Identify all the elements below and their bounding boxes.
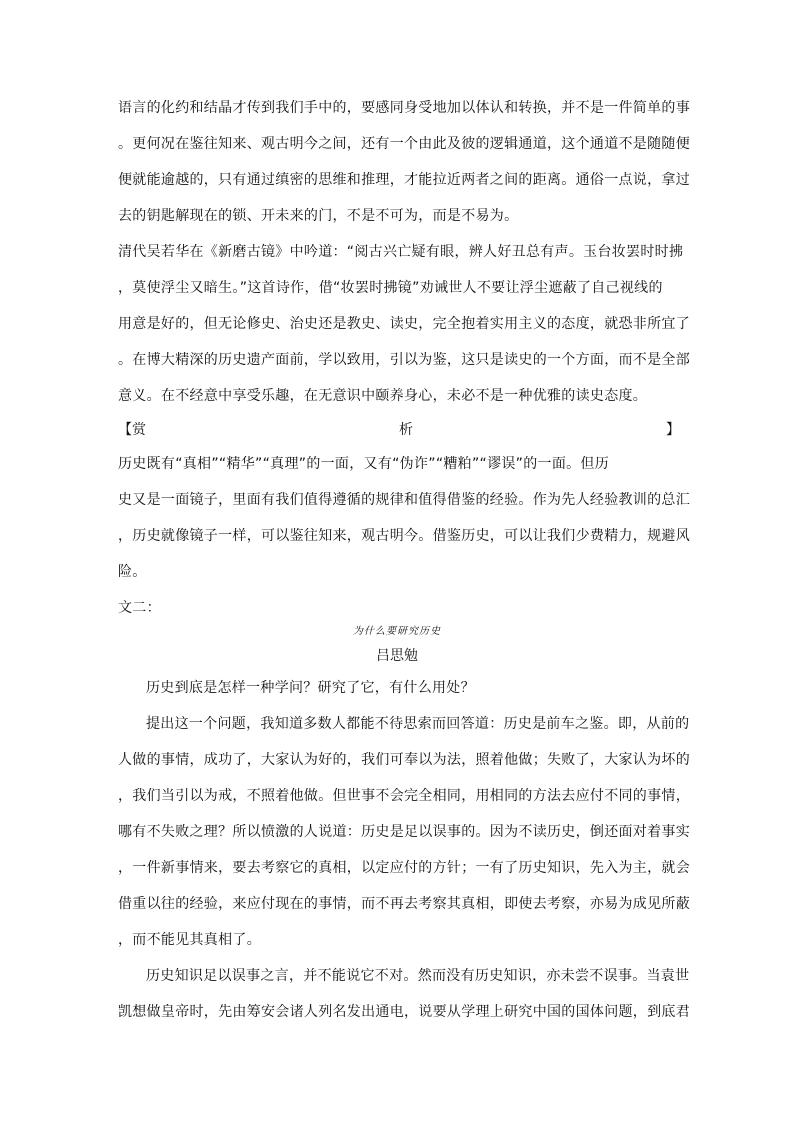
appreciation-line: 史又是一面镜子，里面有我们值得遵循的规律和值得借鉴的经验。作为先人经验教训的总汇 [118,492,690,508]
article-line: ，我们当引以为戒，不照着他做。但世事不会完全相同，用相同的方法去应付不同的事情， [118,788,690,804]
article-line: ，而不能见其真相了。 [118,932,261,948]
paragraph-line: 清代吴若华在《新磨古镜》中吟道：“阅古兴亡疑有眼，辨人好丑总有声。玉台妆罢时时拂 [118,244,684,260]
paragraph-line: 。更何况在鉴往知来、观古明今之间，还有一个由此及彼的逻辑通道，这个通道不是随随便 [118,136,690,152]
paragraph-line: 意义。在不经意中享受乐趣，在无意识中颐养身心，未必不是一种优雅的读史态度。 [118,388,648,404]
appreciation-line: 险。 [118,564,147,580]
article-line: 人做的事情，成功了，大家认为好的，我们可奉以为法，照着他做；失败了，大家认为坏的 [118,752,690,768]
appreciation-close: 】 [666,422,680,438]
paragraph-line: 。在博大精深的历史遗产面前，学以致用，引以为鉴，这只是读史的一个方面，而不是全部 [118,352,690,368]
appreciation-line: 历史既有“真相”“精华”“真理”的一面，又有“伪诈”“糟粕”“谬误”的一面。但历 [118,456,610,472]
article-line: ，一件新事情来，要去考察它的真相，以定应付的方针；一有了历史知识，先入为主，就会 [118,860,690,876]
text2-label: 文二： [118,600,161,616]
article-line: 借重以往的经验，来应付现在的事情，而不再去考察其真相，即使去考察，亦易为成见所蔽 [118,896,690,912]
article-title: 为什么要研究历史 [353,626,441,637]
paragraph-line: 便就能逾越的，只有通过缜密的思维和推理，才能拉近两者之间的距离。通俗一点说，拿过 [118,172,690,188]
article-line: 历史知识足以误事之言，并不能说它不对。然而没有历史知识，亦未尝不误事。当袁世 [146,968,690,984]
article-line: 凯想做皇帝时，先由筹安会诸人列名发出通电，说要从学理上研究中国的国体问题，到底君 [118,1004,690,1020]
paragraph-line: 去的钥匙解现在的锁、开未来的门，不是不可为，而是不易为。 [118,208,519,224]
article-line: 历史到底是怎样一种学问？研究了它，有什么用处？ [146,680,475,696]
appreciation-heading [118,420,680,440]
appreciation-open: 【赏 [118,422,146,438]
paragraph-line: ，莫使浮尘又暗生。”这首诗作，借“妆罢时拂镜”劝诫世人不要让浮尘遮蔽了自己视线的 [118,280,663,296]
paragraph-line: 语言的化约和结晶才传到我们手中的，要感同身受地加以体认和转换，并不是一件简单的事 [118,100,690,116]
article-line: 提出这一个问题，我知道多数人都能不待思索而回答道：历史是前车之鉴。即，从前的 [146,716,690,732]
article-author: 吕思勉 [376,648,418,664]
appreciation-middle: 析 [399,422,413,438]
article-line: 哪有不失败之理？所以愤激的人说道：历史是足以误事的。因为不读历史，倒还面对着事实 [118,824,690,840]
paragraph-line: 用意是好的，但无论修史、治史还是教史、读史，完全抱着实用主义的态度，就恐非所宜了 [118,316,690,332]
appreciation-line: ，历史就像镜子一样，可以鉴往知来，观古明今。借鉴历史，可以让我们少费精力，规避风 [118,528,690,544]
